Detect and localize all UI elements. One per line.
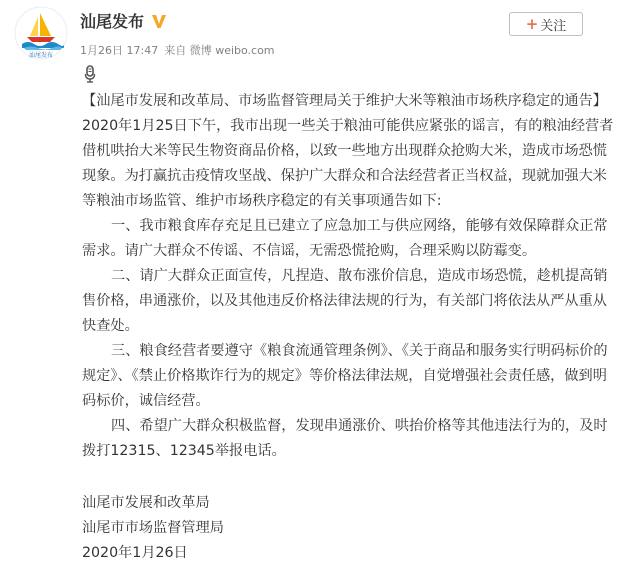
spacer [82, 464, 616, 491]
signature-issuer-1: 汕尾市发展和改革局 [82, 495, 210, 511]
post-source[interactable]: 来自 微博 weibo.com [164, 44, 275, 57]
follow-button-label: 关注 [540, 18, 567, 34]
verified-badge-icon [150, 12, 168, 30]
post-paragraph-2: 二、请广大群众正面宣传，凡捏造、散布涨价信息，造成市场恐慌，趁机提高销售价格，串通涨价，以及其他违反价格法律法规的行为，有关部门将依法从严从重从快查处。 [82, 268, 608, 334]
author-name[interactable]: 汕尾发布 [80, 12, 145, 31]
post-meta [80, 42, 275, 58]
avatar-caption: 汕尾发布 [28, 52, 54, 59]
signature-date: 2020年1月26日 [82, 545, 188, 561]
signature-issuer-2: 汕尾市市场监督管理局 [82, 520, 224, 536]
post-paragraph-intro: 2020年1月25日下午，我市出现一些关于粮油可能供应紧张的谣言，有的粮油经营者借机哄抬大米等民生物资商品价格，以致一些地方出现群众抢购大米，造成市场恐慌现象。为打赢抗击疫情攻坚战、保护广大群众和合法经营者正当权益，现就加强大米等粮油市场监管、维护市场秩序稳定的有关事项通告如下: [82, 118, 614, 209]
post-time[interactable]: 1月26日 17:47 [80, 44, 159, 57]
post-title: 【汕尾市发展和改革局、市场监督管理局关于维护大米等粮油市场秩序稳定的通告】 [82, 93, 607, 109]
post-paragraph-3: 三、粮食经营者要遵守《粮食流通管理条例》、《关于商品和服务实行明码标价的规定》、《禁止价格欺诈行为的规定》等价格法律法规，自觉增强社会责任感，做到明码标价，诚信经营。 [82, 343, 608, 409]
follow-button[interactable] [509, 12, 583, 36]
avatar[interactable] [14, 6, 68, 60]
plus-icon: + [525, 15, 539, 33]
post-paragraph-4: 四、希望广大群众积极监督，发现串通涨价、哄抬价格等其他违法行为的，及时拨打12315、12345举报电话。 [82, 418, 608, 459]
post-paragraph-1: 一、我市粮食库存充足且已建立了应急加工与供应网络，能够有效保障群众正常需求。请广大群众不传谣、不信谣，无需恐慌抢购，合理采购以防霉变。 [82, 218, 608, 259]
author-header [80, 9, 168, 32]
post-content [82, 64, 616, 566]
shanwei-release-logo-icon [14, 6, 68, 60]
post-title-line [82, 64, 616, 114]
microphone-icon [82, 64, 98, 84]
